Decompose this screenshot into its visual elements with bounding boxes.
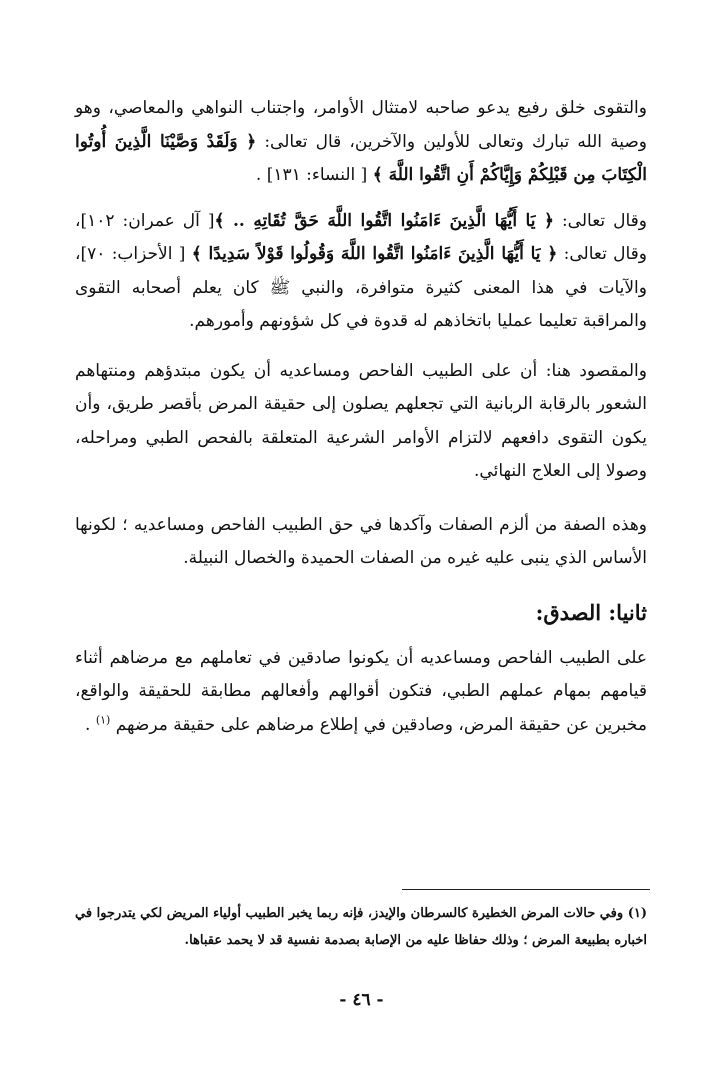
- paragraph-text: وقال تعالى:: [553, 210, 647, 231]
- paragraph-text: على الطبيب الفاحص ومساعديه أن يكونوا صادقين في تعاملهم مع مرضاهم أثناء قيامهم بمهام عملهم الطبي، فتكون أقوالهم وأفعالهم مطابقة للحقيقة والواقع، مخبرين عن حقيقة المرض، وصادقين في إطلاع مرضاهم على حقيقة مرضهم: [75, 647, 647, 735]
- page-number: - ٤٦ -: [339, 990, 384, 1010]
- footnote-marker: (١): [95, 712, 111, 726]
- quran-verse: ﴿ وَلَقَدْ وَصَّيْنَا الَّذِينَ أُوتُوا الْكِتَابَ مِن قَبْلِكُمْ وَإِيَّاكُمْ أَنِ اتَّقُوا اللَّهَ ﴾: [75, 131, 647, 185]
- paragraph-text: والآيات في هذا المعنى كثيرة متوافرة، والنبي ﷺ كان يعلم أصحابه التقوى والمراقبة تعليما عمليا باتخاذهم له قدوة في كل شؤونهم وأمورهم.: [75, 277, 647, 331]
- paragraph-taqwa-intro: [75, 92, 647, 193]
- quran-verse: ﴿ يَا أَيُّهَا الَّذِينَ ءَامَنُوا اتَّقُوا اللَّهَ وَقُولُوا قَوْلاً سَدِيدًا ﴾: [191, 244, 558, 264]
- verse-reference: [ النساء: ١٣١] .: [255, 165, 373, 185]
- section-heading: ثانيا: الصدق:: [535, 599, 647, 625]
- footnote-text: وفي حالات المرض الخطيرة كالسرطان والإيدز، فإنه ربما يخبر الطبيب أولياء المريض لكي يتدرجوا في اخباره بطبيعة المرض ؛ وذلك حفاظا عليه من الإصابة بصدمة نفسية قد لا يحمد عقباها.: [75, 906, 647, 948]
- footnote: [75, 900, 647, 954]
- main-text: [75, 92, 647, 742]
- paragraph-importance: وهذه الصفة من ألزم الصفات وآكدها في حق الطبيب الفاحص ومساعديه ؛ لكونها الأساس الذي ينبى عليه غيره من الصفات الحميدة والخصال النبيلة.: [75, 514, 647, 568]
- paragraph-honesty: [75, 642, 647, 743]
- paragraph-end: .: [85, 714, 96, 735]
- verse-reference: [ آل عمران: ١٠٢]،: [75, 210, 215, 231]
- paragraph-verses: [75, 205, 647, 339]
- verse-reference: [ الأحزاب: ٧٠]،: [75, 244, 192, 264]
- paragraph-purpose: والمقصود هنا: أن على الطبيب الفاحص ومساعديه أن يكون مبتدؤهم ومنتهاهم الشعور بالرقابة الربانية التي تجعلهم يصلون إلى حقيقة المرض بأقصر طريق، وأن يكون التقوى دافعهم لالتزام الأوامر الشرعية المتعلقة بالفحص الطبي ومراحله، وصولا إلى العلاج النهائي.: [75, 360, 647, 481]
- footnote-divider: [402, 889, 650, 890]
- paragraph-text: وقال تعالى:: [557, 244, 647, 264]
- footnote-number: (١): [627, 906, 647, 921]
- paragraph-text: والتقوى خلق رفيع يدعو صاحبه لامتثال الأوامر، واجتناب النواهي والمعاصي، وهو وصية الله تبارك وتعالى للأولين والآخرين، قال تعالى:: [75, 98, 647, 152]
- quran-verse: ﴿ يَا أَيُّهَا الَّذِينَ ءَامَنُوا اتَّقُوا اللَّهَ حَقَّ تُقَاتِهِ .. ﴾: [214, 210, 554, 231]
